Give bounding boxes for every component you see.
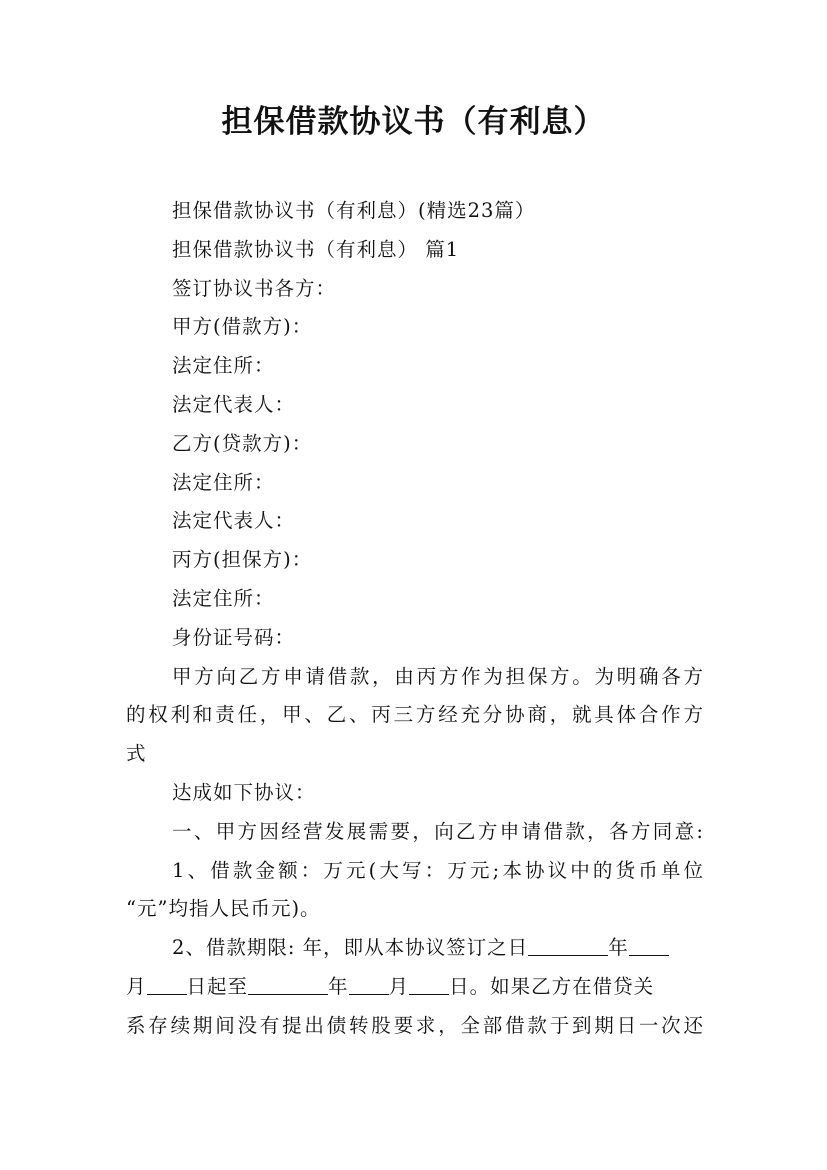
text-segment: 年 [608, 936, 629, 960]
text-segment: 月 [126, 974, 147, 998]
blank-field [147, 972, 187, 995]
party-b-representative: 法定代表人： [172, 509, 296, 533]
party-c-address: 法定住所： [172, 586, 275, 610]
paragraph-line: “元”均指人民币元)。 [126, 897, 321, 921]
paragraph-line: 式 [126, 742, 147, 766]
text-segment: 2、借款期限: 年，即从本协议签订之日 [172, 936, 529, 960]
text-segment: 年 [328, 974, 349, 998]
paragraph-line: 的权利和责任，甲、乙、丙三方经充分协商，就具体合作方 [126, 703, 704, 727]
clause-loan-amount: 1、借款金额：万元(大写：万元;本协议中的货币单位 [172, 858, 704, 882]
blank-field [248, 972, 328, 995]
party-b-line: 乙方(贷款方)： [172, 431, 313, 455]
text-segment: 日。如果乙方在借贷关 [449, 974, 655, 998]
paragraph-line: 担保借款协议书（有利息）(精选23篇） [172, 199, 536, 222]
party-a-representative: 法定代表人： [172, 392, 296, 416]
paragraph-line: 甲方向乙方申请借款，由丙方作为担保方。为明确各方 [172, 664, 704, 688]
text-segment: 月 [388, 974, 410, 998]
document-body [126, 192, 704, 1046]
paragraph-line: 达成如下协议： [172, 780, 316, 804]
clause-1-heading: 一、甲方因经营发展需要，向乙方申请借款，各方同意: [172, 819, 704, 843]
document-title: 担保借款协议书（有利息） [221, 104, 606, 140]
party-a-line: 甲方(借款方)： [172, 315, 313, 339]
clause-loan-term [126, 929, 704, 968]
party-c-id-number: 身份证号码： [172, 625, 296, 649]
blank-field [629, 933, 669, 956]
party-a-address: 法定住所： [172, 354, 275, 378]
blank-field [409, 972, 449, 995]
paragraph-line: 签订协议书各方： [172, 276, 337, 300]
text-segment: 日起至 [186, 974, 249, 998]
party-b-address: 法定住所： [172, 470, 275, 494]
paragraph-line [126, 968, 704, 1007]
blank-field [349, 972, 389, 995]
blank-field [528, 933, 608, 956]
party-c-line: 丙方(担保方)： [172, 548, 313, 572]
paragraph-line: 系存续期间没有提出债转股要求，全部借款于到期日一次还 [126, 1013, 704, 1037]
paragraph-line: 担保借款协议书（有利息） 篇1 [172, 237, 460, 261]
